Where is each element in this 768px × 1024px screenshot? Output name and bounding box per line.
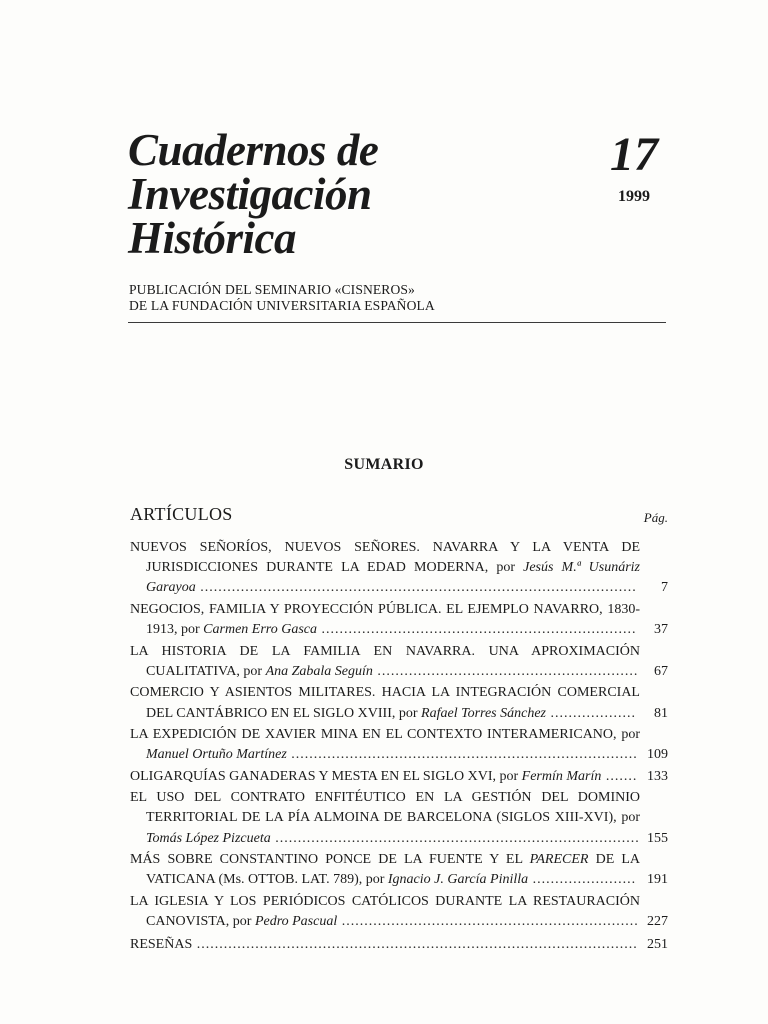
entry-text <box>130 725 640 765</box>
entry-text <box>130 600 640 640</box>
journal-title <box>128 125 508 263</box>
dot-leader: ....... <box>601 768 638 784</box>
entry-text <box>130 788 640 849</box>
entry-title: OLIGARQUÍAS GANADERAS Y MESTA EN EL SIGLO XVI, por <box>130 768 519 784</box>
dot-leader: ................... <box>546 705 637 721</box>
entry-page: 191 <box>647 872 668 888</box>
dot-leader: ............................................................................. <box>286 747 638 763</box>
entry-title-italic: PARECER <box>529 852 589 868</box>
toc-entry <box>130 683 668 723</box>
entry-title: NUEVOS SEÑORÍOS, NUEVOS SEÑORES. NAVARRA Y LA VENTA DE JURISDICCIONES DURANTE LA EDAD MODERNA, por <box>130 540 640 576</box>
entry-page: 67 <box>654 663 668 679</box>
summary-heading: SUMARIO <box>344 456 424 473</box>
publisher-line-1: PUBLICACIÓN DEL SEMINARIO «CISNEROS» <box>129 282 415 297</box>
entry-title: LA HISTORIA DE LA FAMILIA EN NAVARRA. UNA APROXIMACIÓN CUALITATIVA, por <box>130 643 640 679</box>
reviews-entry <box>130 935 668 955</box>
dot-leader: .................................................................. <box>337 914 639 930</box>
dot-leader: ....................... <box>528 872 637 888</box>
toc-entry <box>130 850 668 890</box>
entry-title: NEGOCIOS, FAMILIA Y PROYECCIÓN PÚBLICA. EL EJEMPLO NAVARRO, 1830-1913, por <box>130 601 640 638</box>
toc-entry <box>130 642 668 682</box>
entry-author: Jesús M.ª Usunáriz Garayoa <box>146 560 640 596</box>
publisher-line-2: DE LA FUNDACIÓN UNIVERSITARIA ESPAÑOLA <box>129 298 435 313</box>
entry-text <box>130 935 640 955</box>
issue-year: 1999 <box>618 188 650 205</box>
entry-title-cont: DE LA VATICANA (Ms. OTTOB. LAT. 789), por <box>146 852 641 888</box>
entry-text <box>130 683 640 723</box>
entry-title: EL USO DEL CONTRATO ENFITÉUTICO EN LA GESTIÓN DEL DOMINIO TERRITORIAL DE LA PÍA ALMOINA DE BARCELONA (SIGLOS XIII-XVI), por <box>130 790 640 826</box>
divider <box>128 322 666 323</box>
journal-title-line-1: Cuadernos de <box>128 125 379 175</box>
entry-text <box>130 538 640 599</box>
toc-entry <box>130 725 668 765</box>
page-column-label: Pág. <box>643 510 668 525</box>
journal-title-line-3: Histórica <box>128 213 297 263</box>
entry-title: LA EXPEDICIÓN DE XAVIER MINA EN EL CONTEXTO INTERAMERICANO, por <box>130 727 640 743</box>
dot-leader: .......................................................... <box>372 663 639 679</box>
toc-entry <box>130 788 668 849</box>
entry-page: 7 <box>661 580 668 596</box>
dot-leader: ................................................................................................. <box>195 580 637 596</box>
issue-number: 17 <box>610 128 658 181</box>
journal-title-line-2: Investigación <box>128 169 372 219</box>
entry-author: Fermín Marín <box>521 768 602 784</box>
entry-text <box>130 767 640 787</box>
entry-page: 81 <box>654 705 668 721</box>
entry-page: 155 <box>647 830 668 846</box>
entry-page: 37 <box>654 622 668 638</box>
entry-title: RESEÑAS <box>130 937 193 953</box>
entry-author: Rafael Torres Sánchez <box>421 705 547 721</box>
entry-title: MÁS SOBRE CONSTANTINO PONCE DE LA FUENTE Y EL <box>130 852 523 868</box>
entry-author: Pedro Pascual <box>254 914 338 930</box>
entry-page: 251 <box>647 937 668 953</box>
toc-entry <box>130 767 668 787</box>
entry-page: 227 <box>647 914 668 930</box>
entry-text <box>130 892 640 932</box>
toc-entry <box>130 892 668 932</box>
entry-author: Tomás López Pizcueta <box>146 830 271 846</box>
dot-leader: .................................................................................................. <box>192 937 638 953</box>
dot-leader: ................................................................................. <box>270 830 640 846</box>
publisher <box>129 282 435 314</box>
entry-title: LA IGLESIA Y LOS PERIÓDICOS CATÓLICOS DURANTE LA RESTAURACIÓN CANOVISTA, por <box>130 893 640 930</box>
entry-text <box>130 850 640 890</box>
entry-author: Ana Zabala Seguín <box>265 663 373 679</box>
toc-entry <box>130 538 668 599</box>
entry-title: COMERCIO Y ASIENTOS MILITARES. HACIA LA INTEGRACIÓN COMERCIAL DEL CANTÁBRICO EN EL SIGLO XVIII, por <box>130 685 640 721</box>
toc-entry <box>130 600 668 640</box>
entry-author: Manuel Ortuño Martínez <box>146 747 287 763</box>
entry-author: Carmen Erro Gasca <box>203 622 317 638</box>
entry-author: Ignacio J. García Pinilla <box>387 872 529 888</box>
entry-page: 109 <box>647 747 668 763</box>
entry-text <box>130 642 640 682</box>
entry-page: 133 <box>647 768 668 784</box>
dot-leader: ...................................................................... <box>316 622 637 638</box>
section-heading: ARTÍCULOS <box>130 504 233 524</box>
table-of-contents <box>130 538 668 957</box>
